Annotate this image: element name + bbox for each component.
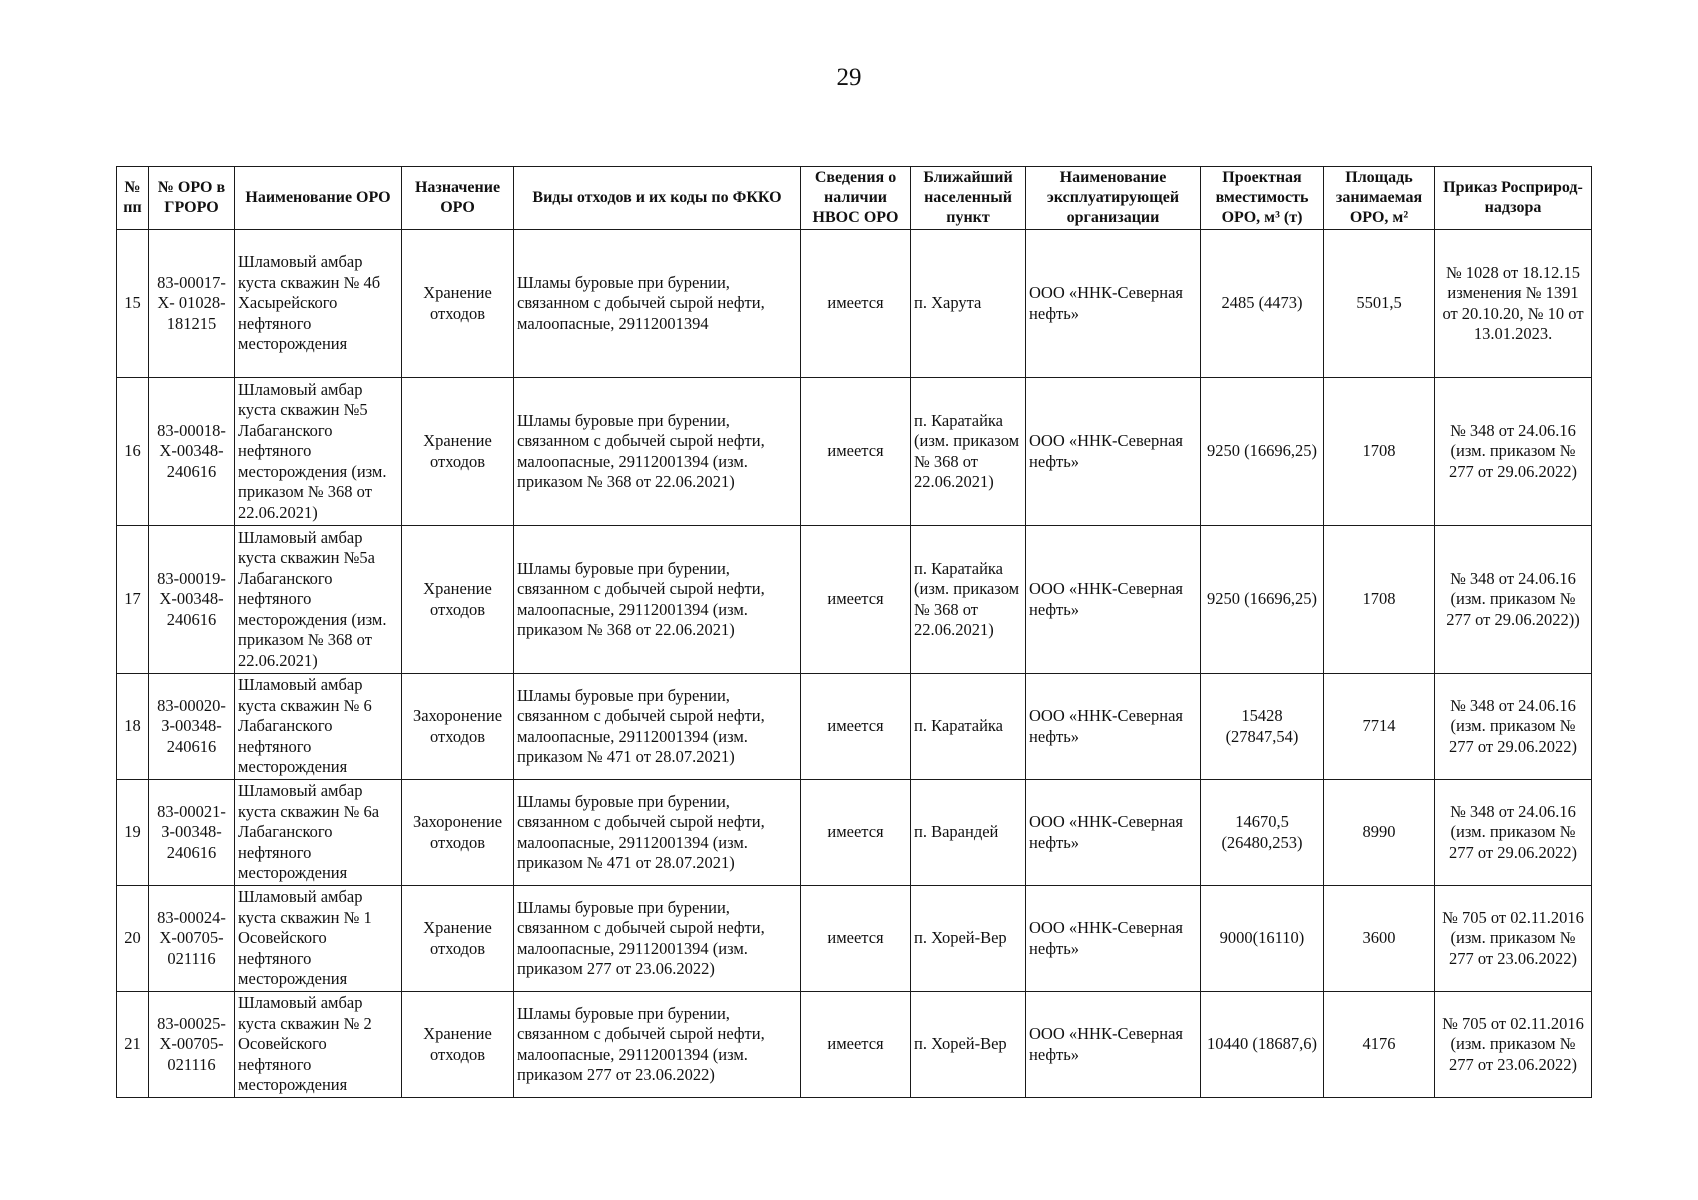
order-cell: № 705 от 02.11.2016 (изм. приказом № 277 от 23.06.2022) (1435, 992, 1592, 1098)
table-row (117, 886, 1592, 992)
facility-name-cell: Шламовый амбар куста скважин № 2 Осовейского нефтяного месторождения (235, 992, 402, 1098)
purpose-cell: Хранение отходов (402, 230, 514, 378)
table-row (117, 780, 1592, 886)
organization-cell: ООО «ННК-Северная нефть» (1026, 780, 1201, 886)
facility-name-cell: Шламовый амбар куста скважин № 6а Лабаганского нефтяного месторождения (235, 780, 402, 886)
order-cell: № 348 от 24.06.16 (изм. приказом № 277 от 29.06.2022) (1435, 674, 1592, 780)
settlement-cell: п. Варандей (911, 780, 1026, 886)
nvos-cell: имеется (801, 674, 911, 780)
purpose-cell: Хранение отходов (402, 378, 514, 526)
header-num: № пп (117, 167, 149, 230)
header-org: Наименование эксплуатирующей организации (1026, 167, 1201, 230)
capacity-cell: 14670,5 (26480,253) (1201, 780, 1324, 886)
organization-cell: ООО «ННК-Северная нефть» (1026, 230, 1201, 378)
header-row (117, 167, 1592, 230)
facility-name-cell: Шламовый амбар куста скважин №5 Лабаганского нефтяного месторождения (изм. приказом № 368 от 22.06.2021) (235, 378, 402, 526)
capacity-cell: 9000(16110) (1201, 886, 1324, 992)
waste-type-cell: Шламы буровые при бурении, связанном с добычей сырой нефти, малоопасные, 29112001394 (изм. приказом № 471 от 28.07.2021) (514, 780, 801, 886)
settlement-cell: п. Хорей-Вер (911, 992, 1026, 1098)
capacity-cell: 15428 (27847,54) (1201, 674, 1324, 780)
purpose-cell: Захоронение отходов (402, 674, 514, 780)
header-groro: № ОРО в ГРОРО (149, 167, 235, 230)
purpose-cell: Хранение отходов (402, 886, 514, 992)
settlement-cell: п. Каратайка (изм. приказом № 368 от 22.06.2021) (911, 378, 1026, 526)
row-number-cell: 17 (117, 526, 149, 674)
waste-type-cell: Шламы буровые при бурении, связанном с добычей сырой нефти, малоопасные, 29112001394 (изм. приказом 277 от 23.06.2022) (514, 992, 801, 1098)
groro-number-cell: 83-00019-Х-00348-240616 (149, 526, 235, 674)
header-area: Площадь занимаемая ОРО, м² (1324, 167, 1435, 230)
area-cell: 3600 (1324, 886, 1435, 992)
groro-number-cell: 83-00020-З-00348-240616 (149, 674, 235, 780)
facility-name-cell: Шламовый амбар куста скважин № 4б Хасырейского нефтяного месторождения (235, 230, 402, 378)
nvos-cell: имеется (801, 526, 911, 674)
waste-type-cell: Шламы буровые при бурении, связанном с добычей сырой нефти, малоопасные, 29112001394 (изм. приказом № 471 от 28.07.2021) (514, 674, 801, 780)
facility-name-cell: Шламовый амбар куста скважин №5а Лабаганского нефтяного месторождения (изм. приказом № 368 от 22.06.2021) (235, 526, 402, 674)
table-row (117, 526, 1592, 674)
groro-number-cell: 83-00017-Х- 01028-181215 (149, 230, 235, 378)
nvos-cell: имеется (801, 992, 911, 1098)
order-cell: № 348 от 24.06.16 (изм. приказом № 277 от 29.06.2022) (1435, 378, 1592, 526)
row-number-cell: 21 (117, 992, 149, 1098)
facility-name-cell: Шламовый амбар куста скважин № 1 Осовейского нефтяного месторождения (235, 886, 402, 992)
header-capacity: Проектная вместимость ОРО, м³ (т) (1201, 167, 1324, 230)
organization-cell: ООО «ННК-Северная нефть» (1026, 674, 1201, 780)
groro-number-cell: 83-00018-Х-00348-240616 (149, 378, 235, 526)
row-number-cell: 18 (117, 674, 149, 780)
page-number: 29 (836, 64, 862, 91)
area-cell: 8990 (1324, 780, 1435, 886)
waste-type-cell: Шламы буровые при бурении, связанном с добычей сырой нефти, малоопасные, 29112001394 (изм. приказом № 368 от 22.06.2021) (514, 378, 801, 526)
settlement-cell: п. Каратайка (изм. приказом № 368 от 22.06.2021) (911, 526, 1026, 674)
header-purpose: Назначение ОРО (402, 167, 514, 230)
waste-facility-table (116, 166, 1592, 1098)
settlement-cell: п. Харута (911, 230, 1026, 378)
nvos-cell: имеется (801, 378, 911, 526)
settlement-cell: п. Каратайка (911, 674, 1026, 780)
groro-number-cell: 83-00025-Х-00705-021116 (149, 992, 235, 1098)
organization-cell: ООО «ННК-Северная нефть» (1026, 526, 1201, 674)
header-order: Приказ Росприрод-надзора (1435, 167, 1592, 230)
order-cell: № 705 от 02.11.2016 (изм. приказом № 277 от 23.06.2022) (1435, 886, 1592, 992)
purpose-cell: Хранение отходов (402, 526, 514, 674)
header-name: Наименование ОРО (235, 167, 402, 230)
waste-type-cell: Шламы буровые при бурении, связанном с добычей сырой нефти, малоопасные, 29112001394 (изм. приказом 277 от 23.06.2022) (514, 886, 801, 992)
row-number-cell: 16 (117, 378, 149, 526)
capacity-cell: 2485 (4473) (1201, 230, 1324, 378)
area-cell: 1708 (1324, 378, 1435, 526)
row-number-cell: 20 (117, 886, 149, 992)
organization-cell: ООО «ННК-Северная нефть» (1026, 886, 1201, 992)
order-cell: № 348 от 24.06.16 (изм. приказом № 277 от 29.06.2022)) (1435, 526, 1592, 674)
nvos-cell: имеется (801, 780, 911, 886)
order-cell: № 348 от 24.06.16 (изм. приказом № 277 от 29.06.2022) (1435, 780, 1592, 886)
purpose-cell: Хранение отходов (402, 992, 514, 1098)
table-row (117, 230, 1592, 378)
table-row (117, 674, 1592, 780)
purpose-cell: Захоронение отходов (402, 780, 514, 886)
organization-cell: ООО «ННК-Северная нефть» (1026, 992, 1201, 1098)
waste-type-cell: Шламы буровые при бурении, связанном с добычей сырой нефти, малоопасные, 29112001394 (514, 230, 801, 378)
groro-number-cell: 83-00021-З-00348-240616 (149, 780, 235, 886)
organization-cell: ООО «ННК-Северная нефть» (1026, 378, 1201, 526)
area-cell: 4176 (1324, 992, 1435, 1098)
settlement-cell: п. Хорей-Вер (911, 886, 1026, 992)
area-cell: 7714 (1324, 674, 1435, 780)
capacity-cell: 10440 (18687,6) (1201, 992, 1324, 1098)
groro-number-cell: 83-00024-Х-00705-021116 (149, 886, 235, 992)
header-settlement: Ближайший населенный пункт (911, 167, 1026, 230)
row-number-cell: 15 (117, 230, 149, 378)
table-row (117, 992, 1592, 1098)
facility-name-cell: Шламовый амбар куста скважин № 6 Лабаганского нефтяного месторождения (235, 674, 402, 780)
order-cell: № 1028 от 18.12.15 изменения № 1391 от 20.10.20, № 10 от 13.01.2023. (1435, 230, 1592, 378)
table-row (117, 378, 1592, 526)
area-cell: 5501,5 (1324, 230, 1435, 378)
nvos-cell: имеется (801, 886, 911, 992)
row-number-cell: 19 (117, 780, 149, 886)
capacity-cell: 9250 (16696,25) (1201, 378, 1324, 526)
nvos-cell: имеется (801, 230, 911, 378)
capacity-cell: 9250 (16696,25) (1201, 526, 1324, 674)
waste-type-cell: Шламы буровые при бурении, связанном с добычей сырой нефти, малоопасные, 29112001394 (изм. приказом № 368 от 22.06.2021) (514, 526, 801, 674)
area-cell: 1708 (1324, 526, 1435, 674)
header-nvos: Сведения о наличии НВОС ОРО (801, 167, 911, 230)
header-waste: Виды отходов и их коды по ФККО (514, 167, 801, 230)
